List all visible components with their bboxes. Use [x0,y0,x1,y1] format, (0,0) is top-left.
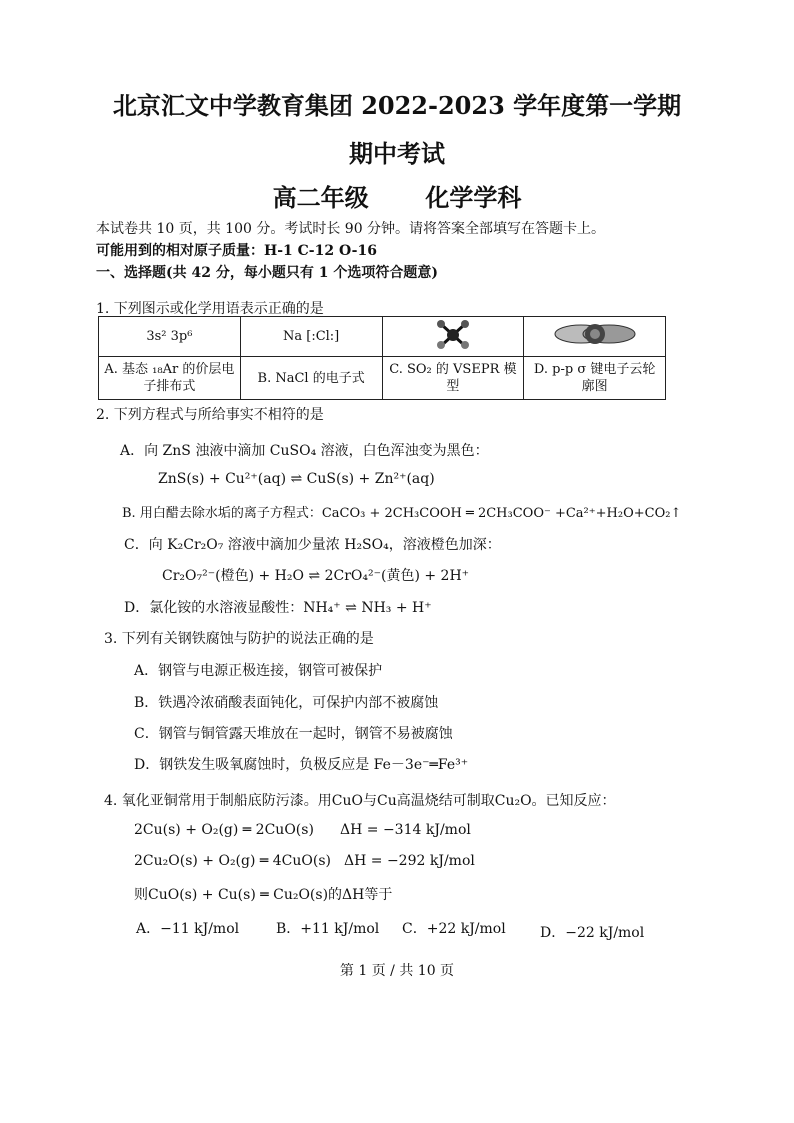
q1-stem: 1. 下列图示或化学用语表示正确的是 [96,301,324,317]
q4-stem: 4. 氧化亚铜常用于制船底防污漆。用CuO与Cu高温烧结可制取Cu₂O。已知反应： [104,793,616,809]
q4-reaction-2: 2Cu₂O(s) + O₂(g) ═ 4CuO(s) [134,853,331,869]
q2-stem: 2. 下列方程式与所给事实不相符的是 [96,407,324,423]
q1-cell-d [524,317,666,357]
q4-option-a: A．−11 kJ/mol [136,921,240,937]
q1-label-d: D. p-p σ 键电子云轮廓图 [524,357,666,400]
q4-reaction-1: 2Cu(s) + O₂(g) ═ 2CuO(s) [134,822,314,838]
exam-subtitle: 期中考试 [349,139,445,168]
q1-cell-a: 3s² 3p⁶ [99,317,241,357]
page-footer: 第 1 页 / 共 10 页 [339,963,455,979]
atomic-mass-line: 可能用到的相对原子质量：H-1 C-12 O-16 [96,243,377,259]
q2-option-a: A．向 ZnS 浊液中滴加 CuSO₄ 溶液，白色浑浊变为黑色： [120,443,489,459]
q4-option-b: B．+11 kJ/mol [276,921,380,937]
q1-label-b: B. NaCl 的电子式 [240,357,382,400]
vsepr-model-icon [435,319,471,349]
grade-label: 高二年级 [272,183,369,212]
q1-options-table [98,316,666,400]
grade-subject [0,178,794,213]
q4-reaction-1-enthalpy: ΔH = −314 kJ/mol [340,822,471,838]
q4-reaction-2-enthalpy: ΔH = −292 kJ/mol [344,853,475,869]
q1-cell-c [382,317,524,357]
exam-title: 北京汇文中学教育集团 2022-2023 学年度第一学期 [112,91,682,120]
intro-line: 本试卷共 10 页，共 100 分。考试时长 90 分钟。请将答案全部填写在答题卡上。 [96,221,606,237]
q1-cell-b: Na [:Cl:] [240,317,382,357]
q3-option-c: C．钢管与铜管露天堆放在一起时，钢管不易被腐蚀 [134,726,453,742]
subject-label: 化学学科 [425,183,522,212]
q2-option-c-equation: Cr₂O₇²⁻(橙色) + H₂O ⇌ 2CrO₄²⁻(黄色) + 2H⁺ [162,568,470,584]
q4-option-d: D．−22 kJ/mol [540,925,645,941]
q2-option-a-equation: ZnS(s) + Cu²⁺(aq) ⇌ CuS(s) + Zn²⁺(aq) [158,471,435,487]
q4-question: 则CuO(s) + Cu(s) ═ Cu₂O(s)的ΔH等于 [134,887,393,903]
section-heading: 一、选择题(共 42 分，每小题只有 1 个选项符合题意) [96,265,438,281]
q2-option-d: D．氯化铵的水溶液显酸性：NH₄⁺ ⇌ NH₃ + H⁺ [124,600,432,616]
q2-option-b: B. 用白醋去除水垢的离子方程式：CaCO₃ + 2CH₃COOH ═ 2CH₃COO⁻ +Ca²⁺+H₂O+CO₂↑ [122,506,682,521]
q4-option-c: C．+22 kJ/mol [402,921,506,937]
q1-label-c: C. SO₂ 的 VSEPR 模型 [382,357,524,400]
q2-option-c: C．向 K₂Cr₂O₇ 溶液中滴加少量浓 H₂SO₄，溶液橙色加深： [124,537,501,553]
electron-cloud-icon [547,320,643,348]
q3-option-d: D．钢铁发生吸氧腐蚀时，负极反应是 Fe－3e⁻═Fe³⁺ [134,757,469,773]
q3-option-b: B．铁遇冷浓硝酸表面钝化，可保护内部不被腐蚀 [134,695,439,711]
q3-stem: 3. 下列有关钢铁腐蚀与防护的说法正确的是 [104,631,374,647]
q3-option-a: A．钢管与电源正极连接，钢管可被保护 [134,663,383,679]
q1-label-a: A. 基态 ₁₈Ar 的价层电子排布式 [99,357,241,400]
